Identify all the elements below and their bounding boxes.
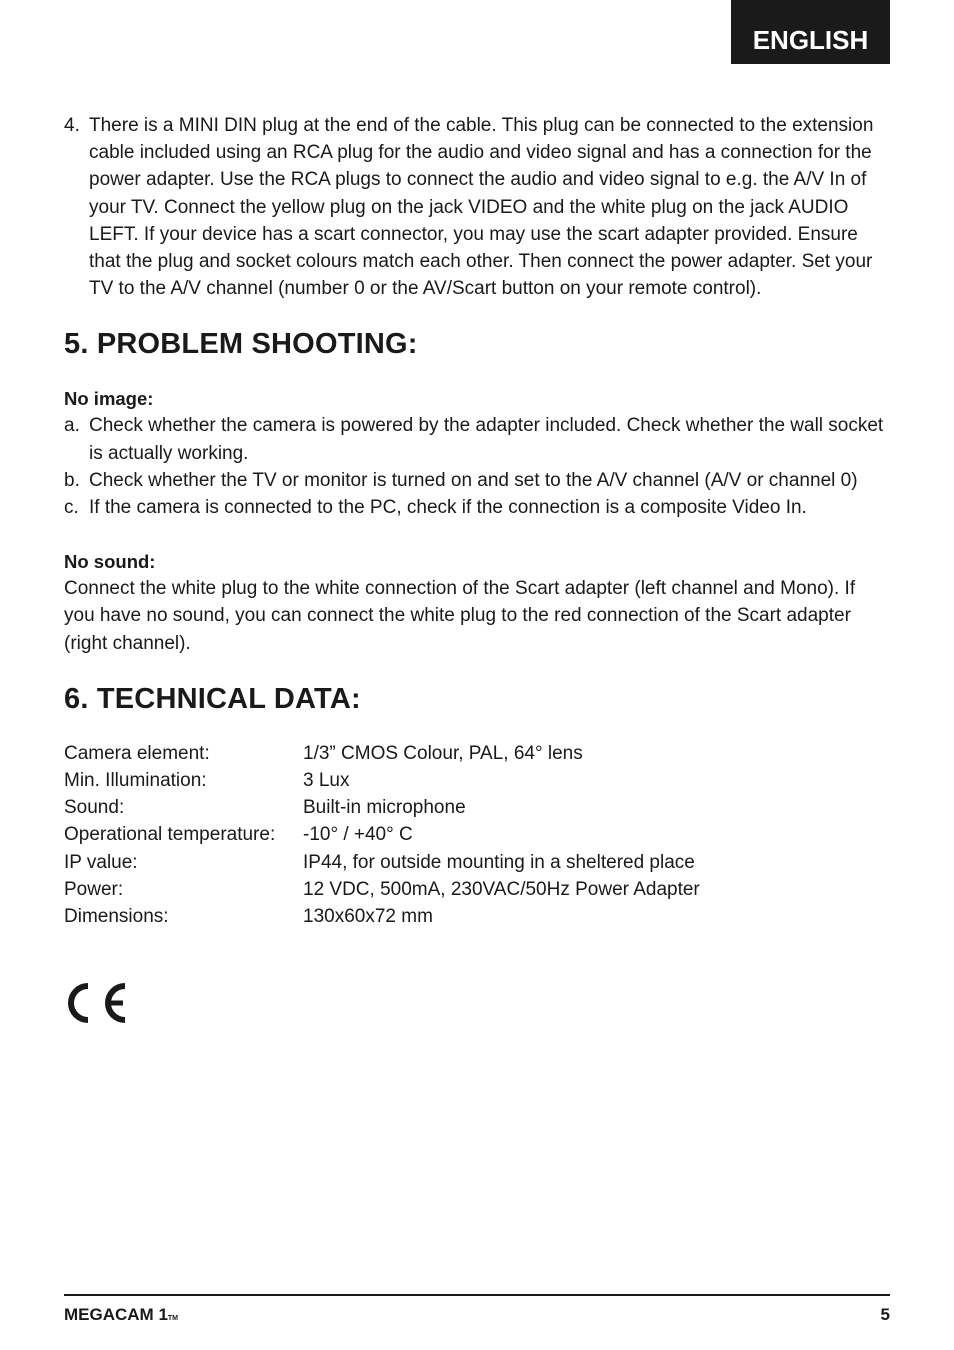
footer-product-name [64,1305,178,1325]
spec-label: Min. Illumination: [64,770,207,792]
list-marker: 4. [64,115,80,136]
page-number: 5 [880,1305,890,1324]
spec-label: IP value: [64,851,138,873]
list-item-text: There is a MINI DIN plug at the end of the cable. This plug can be connected to the extension cable included using an RCA plug for the audio and video signal and has a connection for the power adapter. Use the RCA plugs to connect the audio and video signal to e.g. the A/V In of your TV. Connect the yellow plug on the jack VIDEO and the white plug on the jack AUDIO LEFT. If your device has a scart connector, you may use the scart adapter provided. Ensure that the plug and socket colours match each other. Then connect the power adapter. Set your TV to the A/V channel (number 0 or the AV/Scart button on your remote control). [89,115,874,300]
list-item-text: Check whether the camera is powered by the adapter included. Check whether the wall socket is actually working. [89,415,884,464]
list-marker: b. [64,469,80,491]
subhead-no-sound: No sound: [64,551,156,573]
list-item-text: Check whether the TV or monitor is turned on and set to the A/V channel (A/V or channel 0) [89,469,858,491]
table-row [64,821,890,848]
list-marker: a. [64,415,80,437]
footer-divider [64,1294,890,1296]
table-row [64,849,890,876]
spec-label: Sound: [64,797,125,819]
table-row [64,903,890,930]
list-item [64,467,890,494]
product-name: MEGACAM 1 [64,1305,168,1324]
table-row [64,876,890,903]
spec-label: Camera element: [64,742,210,764]
spec-value: 130x60x72 mm [303,906,433,928]
spec-value: 12 VDC, 500mA, 230VAC/50Hz Power Adapter [303,878,700,900]
spec-table [64,740,890,930]
install-step-4 [64,112,890,302]
spec-label: Power: [64,878,124,900]
table-row [64,767,890,794]
page-content [64,112,890,930]
list-item-text: If the camera is connected to the PC, check if the connection is a composite Video In. [89,497,807,519]
list-marker: c. [64,497,79,519]
spec-label: Dimensions: [64,906,169,928]
list-item [64,494,890,521]
language-tab: ENGLISH [731,0,890,64]
ce-mark-icon [66,982,130,1024]
section-title-technical-data: 6. TECHNICAL DATA: [64,682,361,715]
table-row [64,794,890,821]
table-row [64,740,890,767]
spec-value: 3 Lux [303,770,350,792]
section-title-problem-shooting: 5. PROBLEM SHOOTING: [64,328,418,361]
spec-value: IP44, for outside mounting in a sheltered place [303,851,695,873]
spec-label: Operational temperature: [64,824,276,846]
spec-value: 1/3” CMOS Colour, PAL, 64° lens [303,742,583,764]
trademark-symbol: TM [167,1315,179,1322]
no-sound-paragraph: Connect the white plug to the white connection of the Scart adapter (left channel and Mono). If you have no sound, you can connect the white plug to the red connection of the Scart adapter (right channel). [64,578,856,654]
spec-value: -10° / +40° C [303,824,413,846]
list-item [64,412,890,466]
subhead-no-image: No image: [64,388,154,410]
spec-value: Built-in microphone [303,797,466,819]
